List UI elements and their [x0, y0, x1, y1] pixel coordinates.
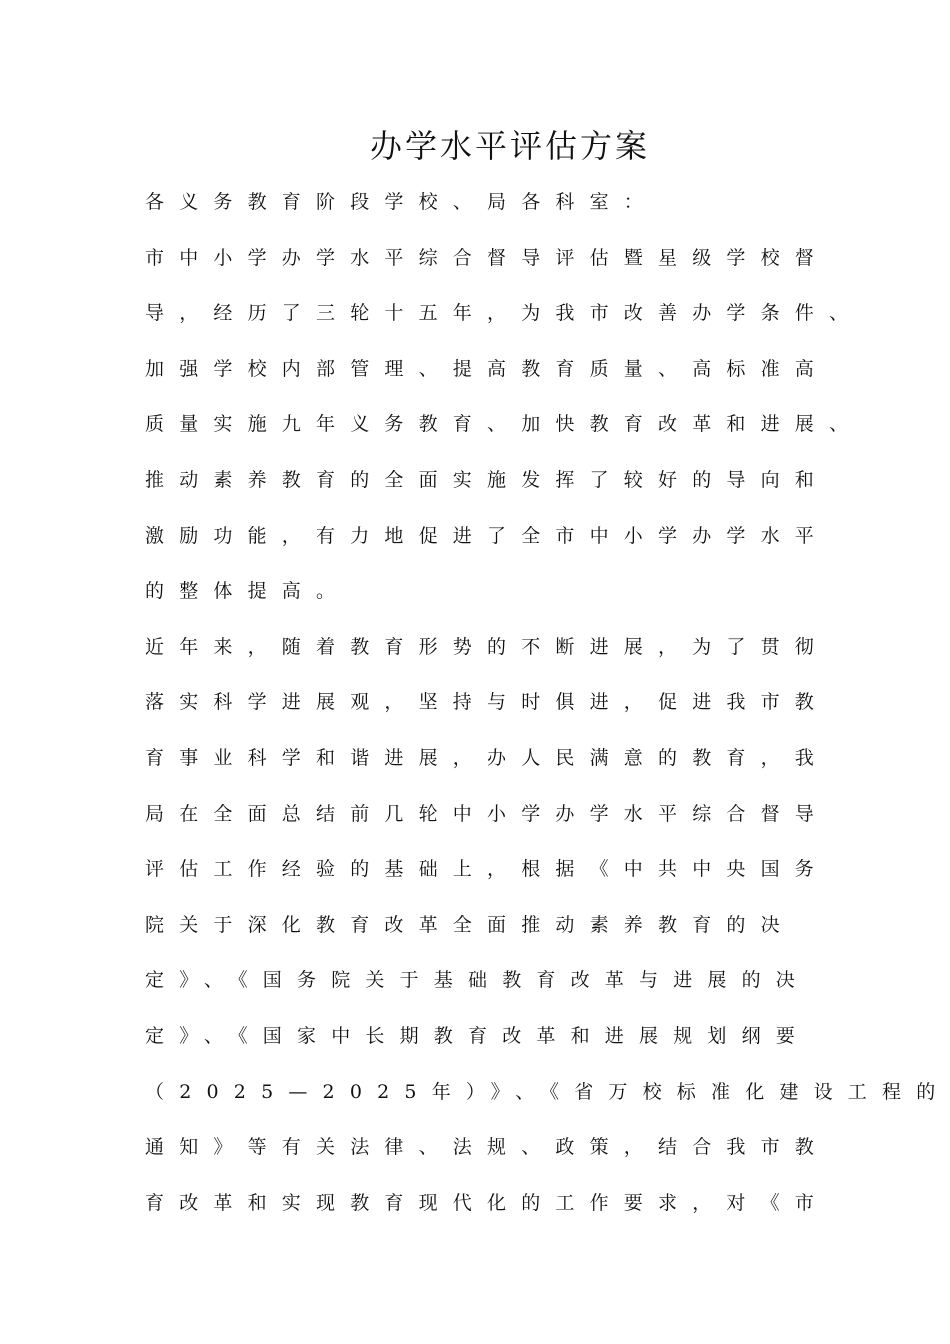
document-title: 办学水平评估方案 [369, 127, 650, 165]
body-line: 质量实施九年义务教育、加快教育改革和进展、 [145, 413, 864, 436]
body-line: 激励功能，有力地促进了全市中小学办学水平 [145, 524, 830, 547]
body-line: 加强学校内部管理、提高教育质量、高标准高 [145, 357, 830, 380]
document-body [145, 182, 950, 1238]
body-line: 育事业科学和谐进展，办人民满意的教育，我 [145, 746, 830, 769]
body-line: 院关于深化教育改革全面推动素养教育的决 [145, 913, 795, 936]
body-line: 通知》等有关法律、法规、政策，结合我市教 [145, 1136, 830, 1159]
body-line: 定》、《国家中长期教育改革和进展规划纲要 [145, 1024, 811, 1047]
body-line: 各义务教育阶段学校、局各科室： [145, 191, 659, 213]
body-line: 落实科学进展观，坚持与时俱进，促进我市教 [145, 691, 830, 714]
body-line: 推动素养教育的全面实施发挥了较好的导向和 [145, 468, 830, 491]
body-line: 近年来，随着教育形势的不断进展，为了贯彻 [145, 635, 830, 658]
body-line: （2025—2025年）》、《省万校标准化建设工程的 [145, 1080, 950, 1103]
body-line: 导，经历了三轮十五年，为我市改善办学条件、 [145, 302, 864, 325]
body-line: 定》、《国务院关于基础教育改革与进展的决 [145, 969, 811, 992]
body-line: 育改革和实现教育现代化的工作要求，对《市 [145, 1191, 830, 1214]
body-line: 评估工作经验的基础上，根据《中共中央国务 [145, 858, 830, 881]
body-line: 的整体提高。 [145, 580, 351, 603]
body-line: 局在全面总结前几轮中小学办学水平综合督导 [145, 802, 830, 825]
body-line: 市中小学办学水平综合督导评估暨星级学校督 [145, 246, 830, 269]
